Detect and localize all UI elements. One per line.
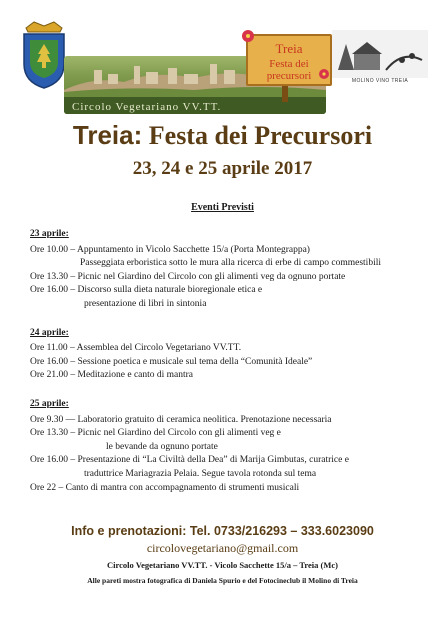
day-block bbox=[30, 228, 435, 312]
schedule-line: Ore 9.30 — Laboratorio gratuito di ceramica neolitica. Prenotazione necessaria bbox=[30, 414, 332, 425]
schedule-line: Passeggiata erboristica sotto le mura alla ricerca di erbe di campo commestibili bbox=[80, 258, 381, 269]
schedule-line: Ore 21.00 – Meditazione e canto di mantra bbox=[30, 370, 194, 381]
title-town: Treia: bbox=[72, 120, 143, 150]
mill-logo-icon bbox=[332, 30, 428, 78]
schedule-line: Ore 13.30 – Picnic nel Giardino del Circolo con gli alimenti veg e bbox=[30, 428, 281, 439]
page-title bbox=[0, 120, 445, 151]
title-subtitle: Festa dei Precursori bbox=[148, 121, 373, 150]
day-label: 23 aprile: bbox=[30, 229, 69, 239]
partner-caption: MOLINO VINO TREIA bbox=[351, 78, 409, 84]
schedule-line: Ore 10.00 – Appuntamento in Vicolo Sacchette 15/a (Porta Montegrappa) bbox=[30, 244, 310, 255]
schedule-line: Ore 16.00 – Discorso sulla dieta naturale bioregionale etica e bbox=[30, 285, 263, 296]
schedule-line: Ore 16.00 – Sessione poetica e musicale sul tema della “Comunità Ideale” bbox=[30, 356, 313, 367]
schedule-line: Ore 11.00 – Assemblea del Circolo Vegetariano VV.TT. bbox=[30, 343, 242, 354]
schedule-line: Ore 13.30 – Picnic nel Giardino del Circolo con gli alimenti veg da ognuno portate bbox=[30, 271, 346, 282]
flower-icon bbox=[238, 26, 258, 46]
day-label: 24 aprile: bbox=[30, 327, 69, 338]
sign-subtitle: Festa dei precursori bbox=[266, 58, 312, 82]
club-address: Circolo Vegetariano VV.TT. - Vicolo Sacchette 15/a – Treia (Mc) bbox=[107, 560, 338, 570]
banner-title: Circolo Vegetariano VV.TT. bbox=[72, 101, 222, 113]
day-block bbox=[30, 398, 435, 495]
contact-info: Info e prenotazioni: Tel. 0733/216293 – 333.6023090 bbox=[71, 524, 374, 538]
schedule-line: le bevande da ognuno portate bbox=[106, 441, 218, 452]
day-label: 25 aprile: bbox=[30, 398, 69, 409]
event-sign bbox=[238, 26, 334, 98]
exhibit-note: Alle pareti mostra fotografica di Daniela Spurio e del Fotocineclub il Molino di Treia bbox=[87, 576, 358, 585]
event-program bbox=[30, 228, 435, 510]
sign-title: Treia bbox=[275, 41, 303, 56]
event-dates: 23, 24 e 25 aprile 2017 bbox=[132, 158, 313, 179]
schedule-line: Ore 16.00 – Presentazione di “La Civiltà della Dea” di Marija Gimbutas, curatrice e bbox=[30, 455, 349, 466]
flower-icon bbox=[316, 66, 332, 82]
contact-email[interactable]: circolovegetariano@gmail.com bbox=[146, 541, 299, 555]
schedule-line: traduttrice Mariagrazia Pelaia. Segue tavola rotonda sul tema bbox=[84, 468, 317, 479]
day-block bbox=[30, 327, 435, 383]
schedule-line: Ore 22 – Canto di mantra con accompagnamento di strumenti musicali bbox=[30, 482, 300, 493]
coat-of-arms-icon bbox=[20, 20, 68, 90]
sign-post bbox=[282, 84, 288, 102]
section-heading: Eventi Previsti bbox=[191, 202, 254, 213]
schedule-line: presentazione di libri in sintonia bbox=[84, 298, 207, 309]
